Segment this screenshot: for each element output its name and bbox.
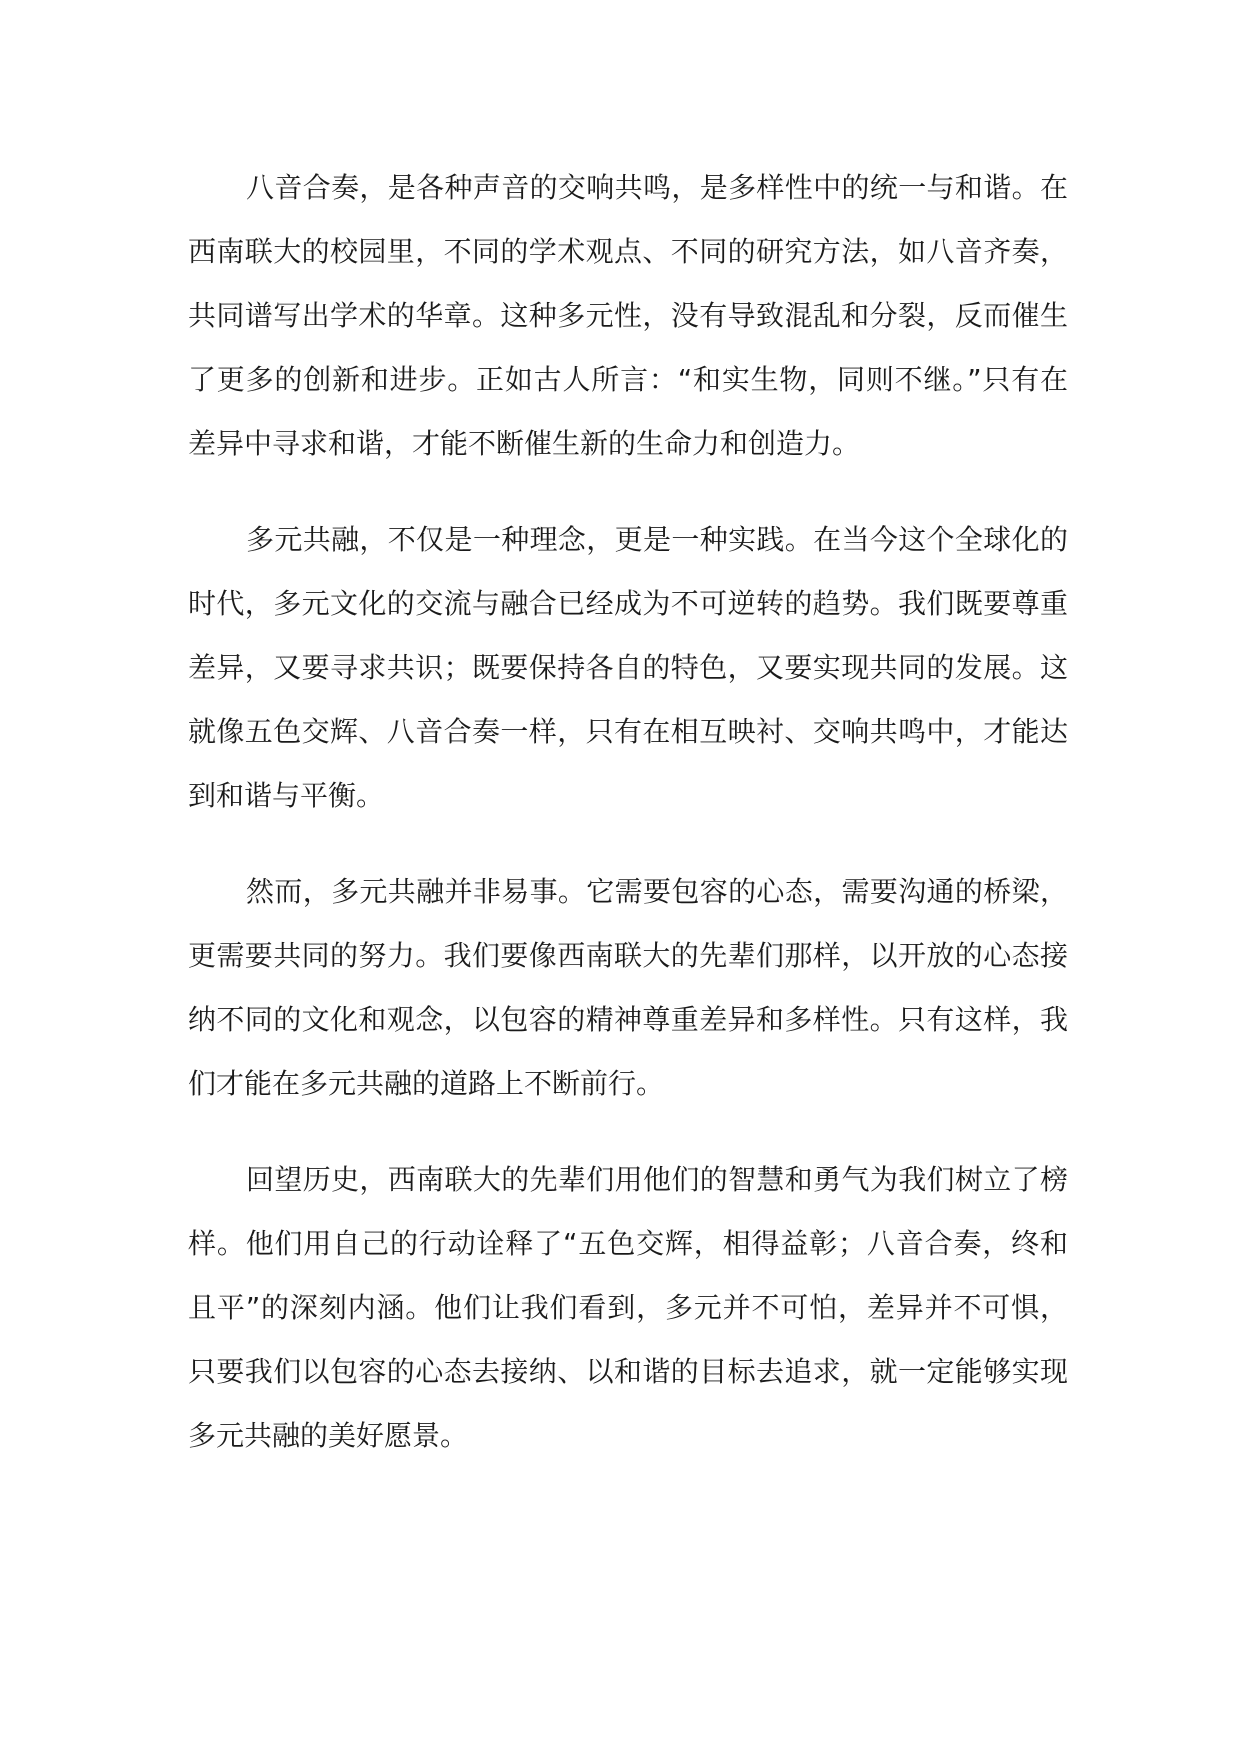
paragraph-2: 多元共融，不仅是一种理念，更是一种实践。在当今这个全球化的时代，多元文化的交流与融合已经成为不可逆转的趋势。我们既要尊重差异，又要寻求共识；既要保持各自的特色，又要实现共同的发展。这就像五色交辉、八音合奏一样，只有在相互映衬、交响共鸣中，才能达到和谐与平衡。	[188, 523, 1068, 812]
document-body	[188, 156, 1068, 1500]
paragraph-3: 然而，多元共融并非易事。它需要包容的心态，需要沟通的桥梁，更需要共同的努力。我们要像西南联大的先辈们那样，以开放的心态接纳不同的文化和观念，以包容的精神尊重差异和多样性。只有这样，我们才能在多元共融的道路上不断前行。	[188, 875, 1068, 1100]
paragraph-1: 八音合奏，是各种声音的交响共鸣，是多样性中的统一与和谐。在西南联大的校园里，不同的学术观点、不同的研究方法，如八音齐奏，共同谱写出学术的华章。这种多元性，没有导致混乱和分裂，反而催生了更多的创新和进步。正如古人所言：“和实生物，同则不继。”只有在差异中寻求和谐，才能不断催生新的生命力和创造力。	[188, 171, 1068, 460]
paragraph-4: 回望历史，西南联大的先辈们用他们的智慧和勇气为我们树立了榜样。他们用自己的行动诠释了“五色交辉，相得益彰；八音合奏，终和且平”的深刻内涵。他们让我们看到，多元并不可怕，差异并不可惧，只要我们以包容的心态去接纳、以和谐的目标去追求，就一定能够实现多元共融的美好愿景。	[188, 1163, 1068, 1452]
